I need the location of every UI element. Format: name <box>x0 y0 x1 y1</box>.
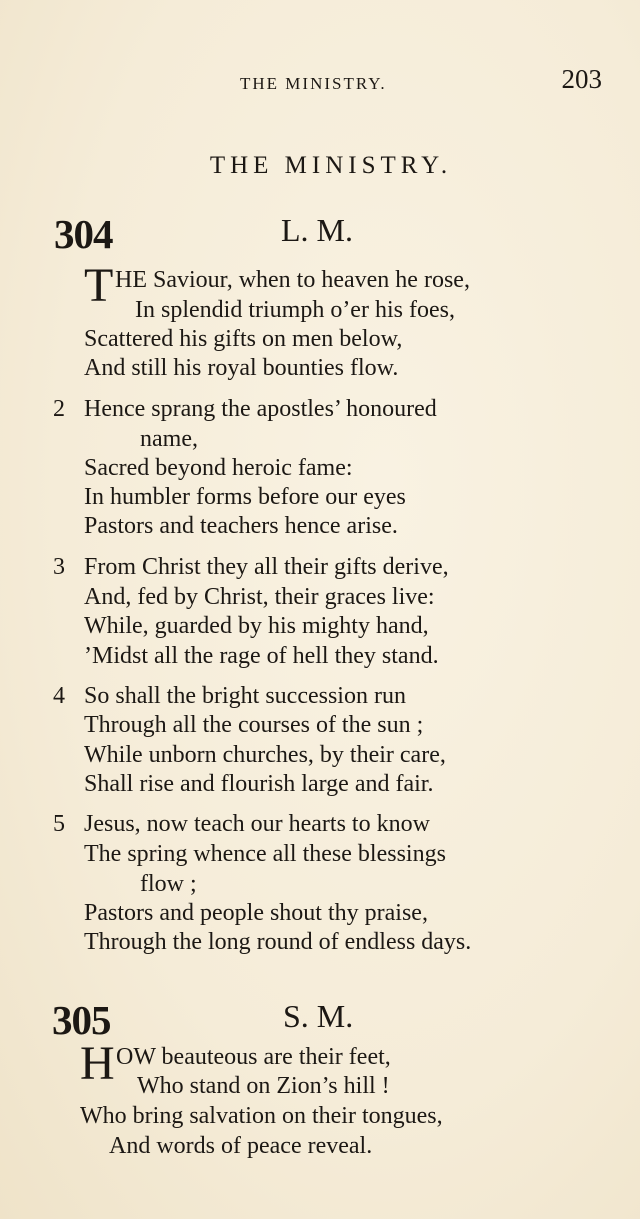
hymn-line: And, fed by Christ, their graces live: <box>84 584 435 610</box>
hymn-meter: L. M. <box>281 212 353 248</box>
hymn-line: Through all the courses of the sun ; <box>84 712 424 738</box>
page-number: 203 <box>561 64 602 94</box>
hymn-line: While, guarded by his mighty hand, <box>84 613 429 639</box>
verse-number: 2 <box>53 396 65 422</box>
hymn-line: Pastors and teachers hence arise. <box>84 513 398 539</box>
hymn-line: ’Midst all the rage of hell they stand. <box>84 643 439 669</box>
hymn-line: And still his royal bounties flow. <box>84 355 399 381</box>
verse-number: 5 <box>53 811 65 837</box>
drop-cap-letter: T <box>84 259 114 312</box>
hymn-line: Who bring salvation on their tongues, <box>80 1103 443 1129</box>
hymn-line: HE Saviour, when to heaven he rose, <box>115 267 470 293</box>
hymn-number: 305 <box>52 997 111 1043</box>
hymn-meter: S. M. <box>283 998 354 1034</box>
hymn-line: While unborn churches, by their care, <box>84 742 446 768</box>
hymn-line: Shall rise and flourish large and fair. <box>84 771 434 797</box>
hymn-line: Who stand on Zion’s hill ! <box>137 1073 390 1099</box>
section-title: THE MINISTRY. <box>209 152 453 179</box>
hymn-line: Pastors and people shout thy praise, <box>84 900 428 926</box>
hymn-line: And words of peace reveal. <box>109 1133 373 1159</box>
hymn-line: In splendid triumph o’er his foes, <box>135 297 455 323</box>
hymn-line: Jesus, now teach our hearts to know <box>84 811 430 837</box>
hymn-line: OW beauteous are their feet, <box>116 1044 391 1070</box>
hymn-line: name, <box>140 426 198 452</box>
hymn-line: Sacred beyond heroic fame: <box>84 455 353 481</box>
hymn-line: Through the long round of endless days. <box>84 929 472 955</box>
drop-cap-letter: H <box>80 1037 115 1090</box>
hymn-line: The spring whence all these blessings <box>84 841 446 867</box>
hymn-line: In humbler forms before our eyes <box>84 484 406 510</box>
verse-number: 4 <box>53 683 65 709</box>
hymn-line: Hence sprang the apostles’ honoured <box>84 396 437 422</box>
hymn-line: From Christ they all their gifts derive, <box>84 554 449 580</box>
hymn-number: 304 <box>54 211 113 257</box>
hymn-line: So shall the bright succession run <box>84 683 406 709</box>
running-head: THE MINISTRY. <box>240 74 387 93</box>
hymn-line: flow ; <box>140 871 197 897</box>
verse-number: 3 <box>53 554 65 580</box>
hymn-line: Scattered his gifts on men below, <box>84 326 403 352</box>
